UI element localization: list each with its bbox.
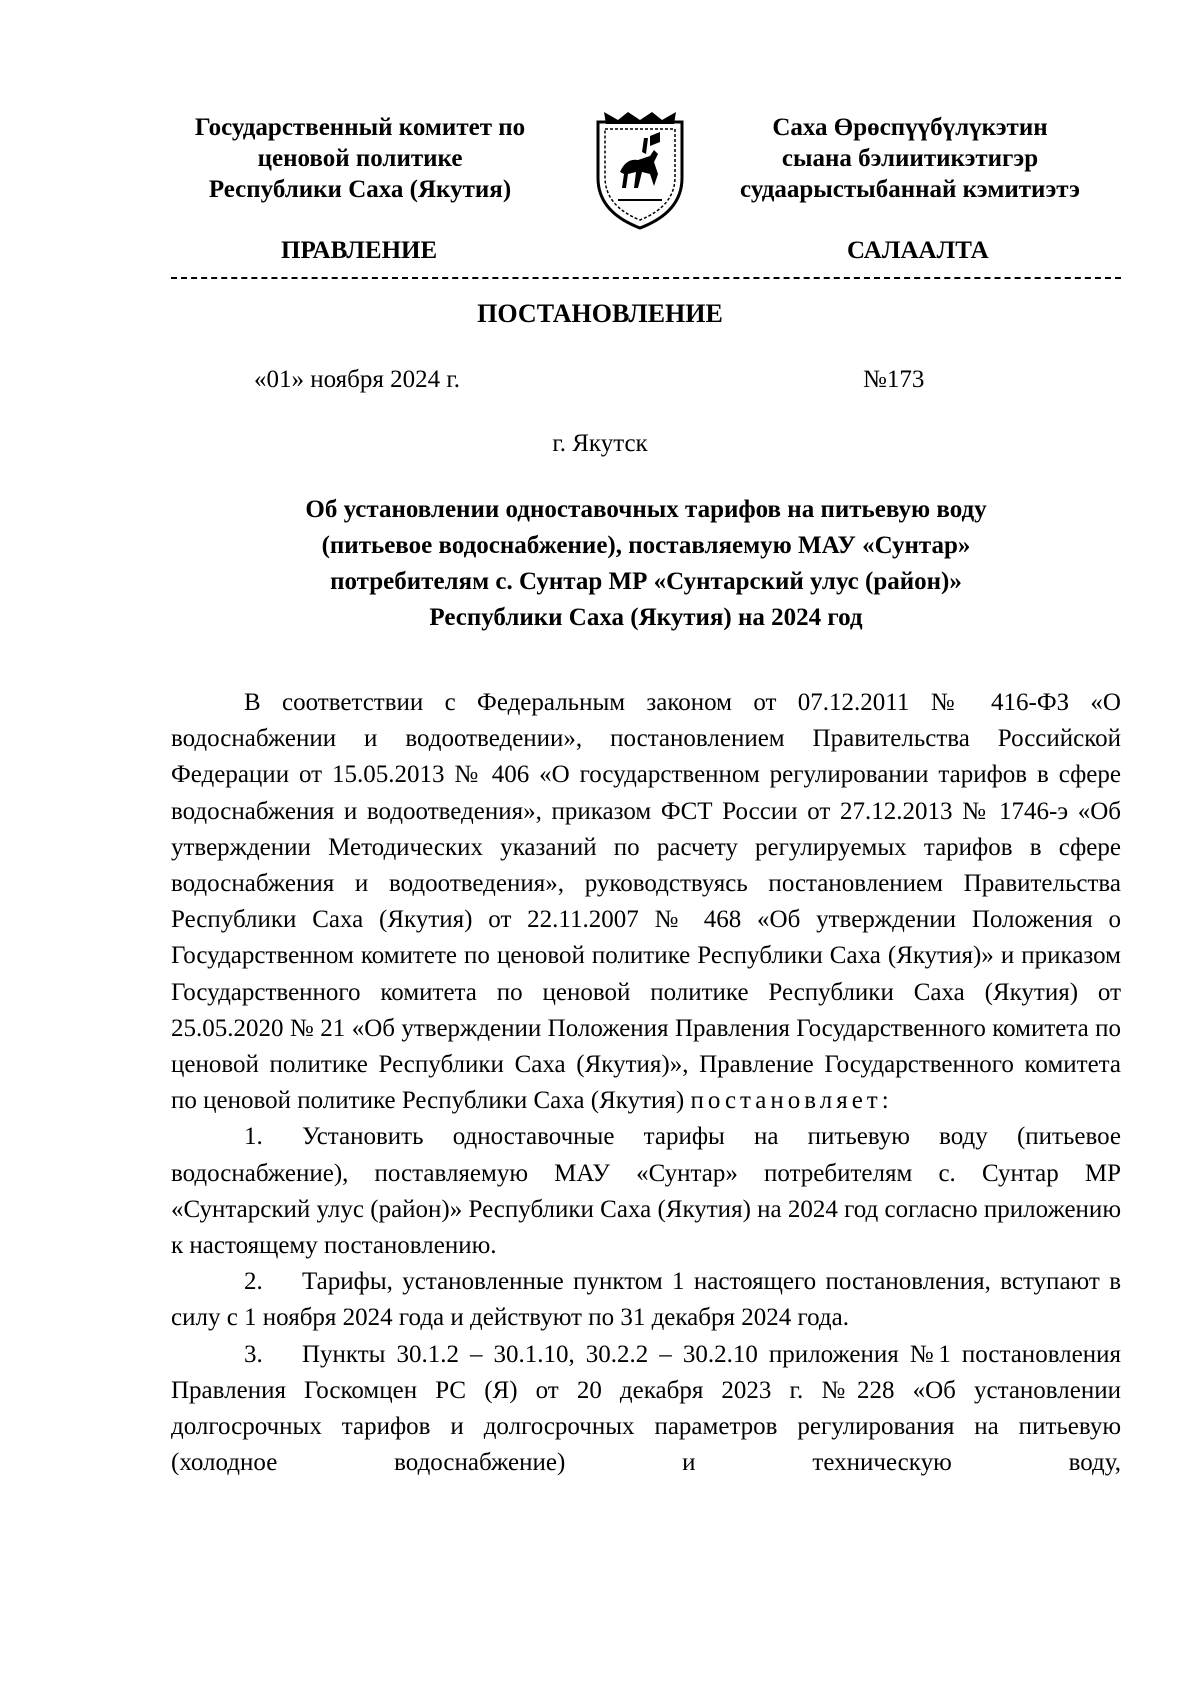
item-text: Установить одноставочные тарифы на питьевую воду (питьевое водоснабжение), поставляемую МАУ «Сунтар» потребителям с. Сунтар МР «Сунтарский улус (район)» Республики Саха (Якутия) на 2024 год согласно приложению к настоящему постановлению. (171, 1123, 1121, 1260)
item-number: 3. (244, 1340, 263, 1368)
preamble-paragraph (171, 685, 1121, 1119)
subject-line: Об установлении одноставочных тарифов на питьевую воду (305, 496, 987, 523)
agency-name-ru-line: ценовой политике (257, 145, 463, 172)
agency-name-sakha-line: Саха Өрөспүүбүлүкэтин (772, 114, 1048, 141)
document-date: «01» ноября 2024 г. (254, 366, 461, 393)
agency-name-ru (160, 112, 560, 205)
board-label-sakha: САЛААЛТА (847, 237, 989, 264)
agency-name-sakha (700, 112, 1120, 205)
preamble-text: В соответствии с Федеральным законом от 07.12.2011 № 416-ФЗ «О водоснабжении и водоотведении», постановлением Правительства Российской Федерации от 15.05.2013 № 406 «О государственном регулировании тарифов в сфере водоснабжения и водоотведения», приказом ФСТ России от 27.12.2013 № 1746-э «Об утверждении Методических указаний по расчету регулируемых тарифов в сфере водоснабжения и водоотведения», руководствуясь постановлением Правительства Республики Саха (Якутия) от 22.11.2007 № 468 «Об утверждении Положения о Государственном комитете по ценовой политике Республики Саха (Якутия)» и приказом Государственного комитета по ценовой политике Республики Саха (Якутия) от 25.05.2020 № 21 «Об утверждении Положения Правления Государственного комитета по ценовой политике Республики Саха (Якутия)», Правление Государственного комитета по ценовой политике Республики Саха (Якутия) (171, 689, 1121, 1115)
list-item (171, 1337, 1121, 1482)
item-text: Тарифы, установленные пунктом 1 настоящего постановления, вступают в силу с 1 ноября 2024 года и действуют по 31 декабря 2024 года. (171, 1268, 1121, 1332)
list-item (171, 1264, 1121, 1336)
document-body (171, 685, 1121, 1481)
agency-name-sakha-line: судаарыстыбаннай кэмитиэтэ (740, 176, 1080, 203)
list-item (171, 1119, 1121, 1264)
item-text: Пункты 30.1.2 – 30.1.10, 30.2.2 – 30.2.10 приложения №1 постановления Правления Госкомцен РС (Я) от 20 декабря 2023 г. №228 «Об установлении долгосрочных тарифов и долгосрочных параметров регулирования на питьевую (холодное водоснабжение) и техническую воду, (171, 1340, 1121, 1477)
agency-name-ru-line: Государственный комитет по (194, 114, 526, 141)
document-type: ПОСТАНОВЛЕНИЕ (477, 299, 723, 328)
subject-line: потребителям с. Сунтар МР «Сунтарский улус (район)» (330, 568, 962, 595)
agency-name-sakha-line: сыана бэлиитикэтигэр (781, 145, 1039, 172)
item-number: 1. (244, 1123, 263, 1151)
item-number: 2. (244, 1268, 263, 1296)
agency-name-ru-line: Республики Саха (Якутия) (208, 176, 512, 203)
document-subject (171, 492, 1121, 636)
decree-word: постановляет: (690, 1087, 893, 1115)
coat-of-arms-icon (588, 108, 692, 232)
document-number: №173 (863, 366, 925, 393)
document-city: г. Якутск (552, 430, 648, 457)
subject-line: Республики Саха (Якутия) на 2024 год (429, 604, 863, 631)
separator-line (171, 277, 1121, 279)
subject-line: (питьевое водоснабжение), поставляемую МАУ «Сунтар» (321, 532, 971, 559)
board-label-ru: ПРАВЛЕНИЕ (281, 237, 438, 264)
